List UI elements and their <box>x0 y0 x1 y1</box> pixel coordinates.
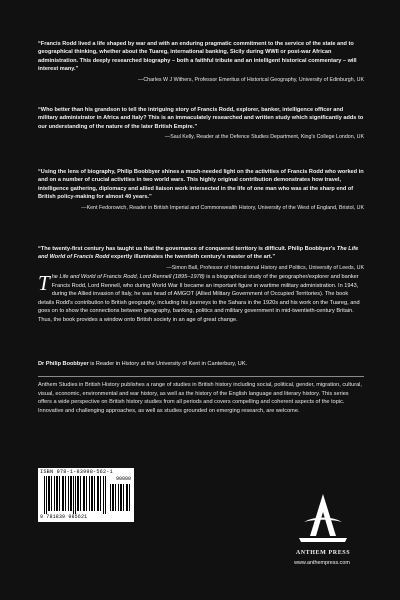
anthem-press-logo-icon <box>296 492 350 548</box>
praise-attribution: —Saul Kelly, Reader at the Defence Studies Department, King's College London, UK <box>164 134 364 141</box>
praise-quote: “Who better than his grandson to tell the intriguing story of Francis Rodd, explorer, banker, intelligence officer and military administrator in Africa and Italy? This is an immaculately researched and written study which significantly adds to our understanding of the nature of the later British Empire.” <box>38 107 364 130</box>
price-barcode-bars-icon <box>110 484 130 511</box>
description-body: is a biographical study of the geographer/explorer and banker Francis Rodd, Lord Rennell, who during World War II became an important figure in wartime military administration. In 1943, during the Allied invasion of Italy, he was head of AMGOT (Allied Military Government of Occupied Territories). The book details Rodd's contribution to British geography, including his journeys to the Sahara in the 1920s and his work on the Tuareg, and goes on to show the connections between geography, banking, politics and military government in mid-twentieth-century Britain. Thus, the book provides a window onto British society in an age of great change. <box>38 274 360 323</box>
author-name: Dr Philip Boobbyer <box>38 361 89 367</box>
series-description: Anthem Studies in British History publishes a range of studies in British history including social, political, gender, migration, cultural, visual, economic, environmental and war history, as well as the history of the English language and literary history. This series offers a wide perspective on British history studies from all periods and covers compelling and coherent aspects of the topic. Innovative and challenging approaches, as well as studies grounded on emerging research, are welcome. <box>38 382 362 414</box>
author-bio <box>38 360 364 368</box>
book-description <box>38 273 364 325</box>
praise-item <box>38 40 364 84</box>
divider <box>38 376 364 377</box>
praise-quote <box>38 245 364 262</box>
isbn-label: ISBN 978-1-83998-562-1 <box>40 469 113 475</box>
book-title-inline: he Life and World of Francis Rodd, Lord Rennell (1895–1978) <box>51 274 205 280</box>
praise-attribution: —Kent Fedorowich, Reader in British Imperial and Commonwealth History, University of the West of England, Bristol, UK <box>81 204 364 211</box>
price-code: 90000 <box>115 476 131 482</box>
barcode-bars-icon <box>44 476 106 514</box>
praise-attribution: —Simon Ball, Professor of International History and Politics, University of Leeds, UK <box>166 264 364 271</box>
praise-item <box>38 168 364 212</box>
barcode <box>38 468 134 522</box>
praise-item <box>38 106 364 141</box>
praise-item <box>38 245 364 272</box>
barcode-digits: 9 781839 985621 <box>40 514 88 520</box>
drop-cap: T <box>38 271 50 295</box>
praise-quote-book-title: The Life and World of Francis Rodd <box>38 246 359 261</box>
author-bio-text: is Reader in History at the University of Kent in Canterbury, UK. <box>88 361 248 367</box>
praise-quote: “Using the lens of biography, Philip Boobbyer shines a much-needed light on the activities of Francis Rodd who worked in and on a number of crucial activities in two world wars. This highly original contribution demonstrates how travel, intelligence gathering, diplomacy and allied liaison work intersected in the life of one man who was at the sharp end of British policy-making for almost 40 years.” <box>38 169 364 201</box>
praise-attribution: —Charles W J Withers, Professor Emeritus of Historical Geography, University of Edinburgh, UK <box>138 76 364 83</box>
praise-quote-after: expertly illuminates the twentieth century's master of the art.” <box>109 254 276 261</box>
praise-quote-before: “The twenty-first century has taught us that the governance of conquered territory is difficult. Philip Boobbyer's <box>38 246 337 252</box>
praise-quote: “Francis Rodd lived a life shaped by war and with an enduring pragmatic commitment to the service of the state and to geographical thinking, whether about the Tuareg, international banking, Sicily during WWII or post-war African administration. This deeply researched biography – both a faithful tribute and an intelligent historical commentary – will interest many.” <box>38 41 357 73</box>
publisher-website: www.anthempress.com <box>294 560 350 566</box>
publisher-name: ANTHEM PRESS <box>295 550 351 556</box>
